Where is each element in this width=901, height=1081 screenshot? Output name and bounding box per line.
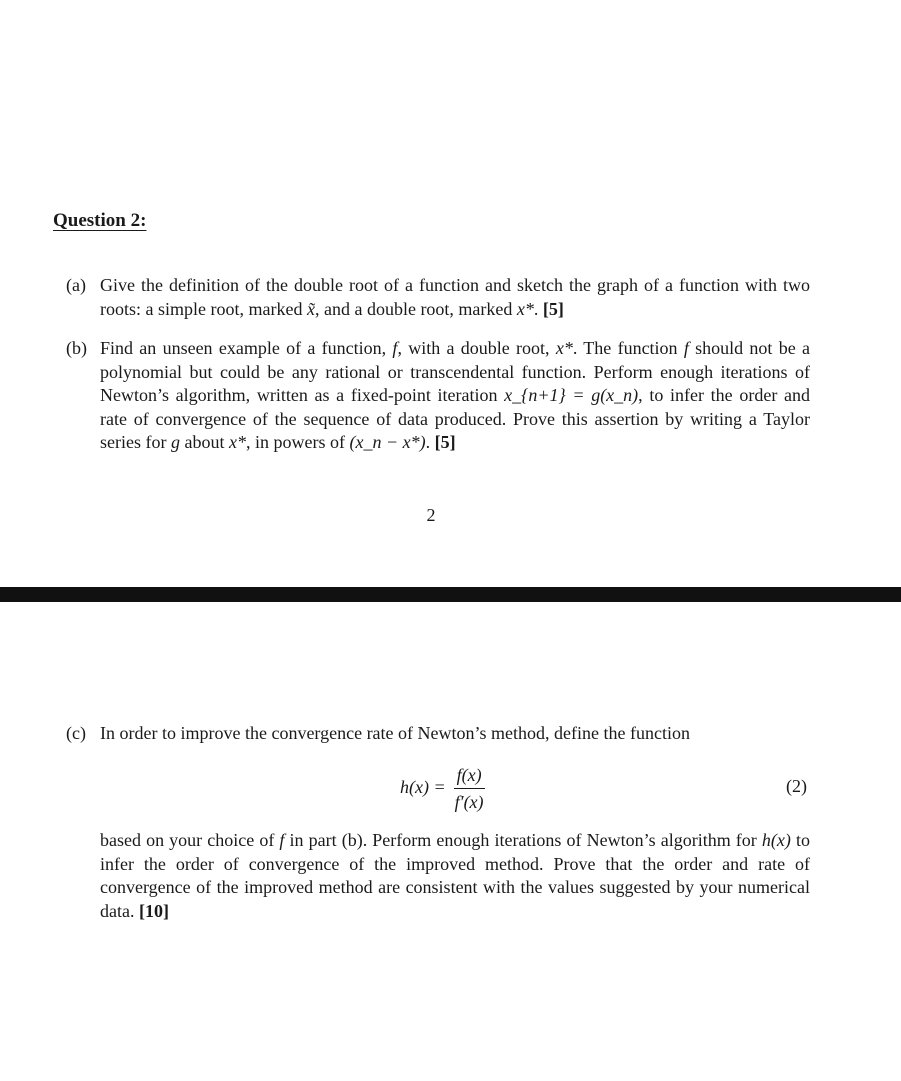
part-c-text: based on your choice of f in part (b). Perform enough iterations of Newton’s algorithm for h(x) to infer the order of convergence of the improved method. Prove that the order and rate of convergence of the improved method are consistent with the values suggested by your numerical data. [10]: [100, 830, 810, 921]
fraction-numerator: f(x): [454, 764, 485, 789]
part-b: [66, 337, 810, 455]
part-c-intro: [66, 722, 810, 746]
equation-lhs: h(x) =: [400, 777, 446, 798]
fixed-point-formula: x_{n+1} = g(x_n): [504, 385, 639, 405]
part-a: [66, 274, 810, 321]
fraction-denominator: f′(x): [454, 791, 484, 812]
part-c-marks: [10]: [138, 900, 169, 921]
part-b-text: Find an unseen example of a function, f, with a double root, x*. The function f should not be a polynomial but could be any rational or transcendental function. Perform enough iterations of Newton’s algorithm, written as a fixed-point iteration x_{n+1} = g(x_n), to infer the order and rate of convergence of the sequence of data produced. Prove this assertion by writing a Taylor series for g about x*, in powers of (x_n − x*). [5]: [100, 338, 810, 452]
difference-formula: (x_n − x*): [349, 432, 426, 452]
equation-number: (2): [786, 776, 807, 796]
page-number: 2: [426, 505, 436, 525]
double-root-symbol: x*: [516, 298, 534, 319]
part-c-body: [66, 829, 810, 923]
page-divider: [0, 587, 901, 602]
part-a-text: Give the definition of the double root of a function and sketch the graph of a function with two roots: a simple root, marked x̃, and a double root, marked x*. [5]: [100, 275, 810, 319]
question-heading: Question 2:: [53, 210, 147, 231]
equation-fraction: [452, 764, 487, 813]
part-a-marks: [5]: [542, 298, 564, 319]
part-c-label: (c): [66, 723, 86, 743]
equation-h: [400, 762, 487, 814]
simple-root-symbol: x̃: [306, 298, 315, 319]
part-c-intro-text: In order to improve the convergence rate of Newton’s method, define the function: [100, 723, 690, 743]
part-a-label: (a): [66, 275, 86, 295]
part-b-marks: [5]: [434, 432, 456, 452]
part-b-label: (b): [66, 338, 87, 358]
